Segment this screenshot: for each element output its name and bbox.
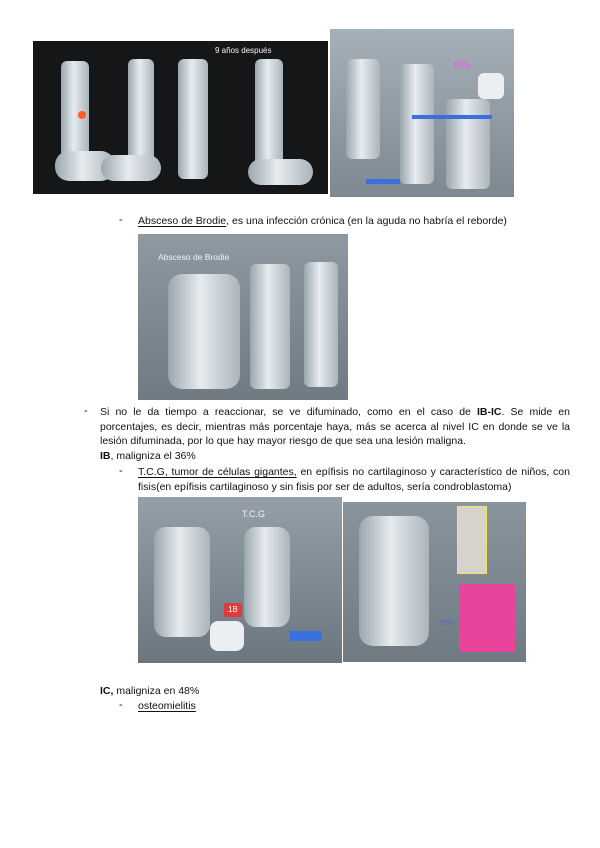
lesion-marker xyxy=(78,111,86,119)
blue-label-strip xyxy=(412,115,492,119)
tcg-description: en epífisis no cartilaginoso y característico de niños, con fisis(en epífisis cartilaginoso y sin fisis por ser de adultos, sería condroblastoma) xyxy=(138,466,570,493)
ic-text: maligniza en 48% xyxy=(113,685,200,697)
tcg-badge: 1B xyxy=(224,603,242,617)
xray-slide-knee-6-percent xyxy=(330,29,514,197)
brodie-bullet-text xyxy=(138,214,568,229)
xray-slide-wrist-tcg xyxy=(343,502,526,662)
brodie-description: , es una infección crónica (en la aguda no habría el reborde) xyxy=(226,215,507,227)
paragraph-text-a: Si no le da tiempo a reaccionar, se ve difuminado, como en el caso de xyxy=(100,406,477,418)
bone-diagram xyxy=(478,73,504,99)
xray-wrist xyxy=(359,516,429,646)
xray-knee-large xyxy=(168,274,240,389)
xray-tibia-4 xyxy=(255,59,283,174)
osteomyelitis-bullet xyxy=(138,699,196,714)
paragraph-text-b: . Se mide en porcentajes, es decir, mientras más porcentaje haya, más se acerca al nivel IC en donde se ve la lesión difuminada, por lo que hay mayor riesgo de que sea una lesión maligna. xyxy=(100,406,570,447)
bullet-dash: - xyxy=(84,405,88,417)
bone-diagram xyxy=(210,621,244,651)
xray-knee-mid xyxy=(250,264,290,389)
xray-foot-4 xyxy=(248,159,313,185)
histology-stain xyxy=(459,584,515,652)
ib-line xyxy=(100,449,196,464)
brodie-caption: Absceso de Brodie xyxy=(158,252,230,262)
percent-badge: 6% xyxy=(454,59,470,71)
bullet-dash: - xyxy=(119,465,123,477)
ic-line xyxy=(100,684,199,699)
xray-knee-1 xyxy=(400,64,434,184)
xray-slide-leg-9-years xyxy=(33,41,328,194)
blue-label-strip xyxy=(290,631,322,641)
xray-knee-lat xyxy=(244,527,290,627)
brodie-term: Absceso de Brodie xyxy=(138,215,227,227)
blue-label-strip-2 xyxy=(366,179,400,184)
ib-text: , maligniza el 36% xyxy=(110,450,196,462)
bullet-dash: - xyxy=(119,214,123,226)
ic-label: IC, xyxy=(100,685,114,697)
fuzzy-lesion-paragraph xyxy=(100,405,570,449)
xray-knee-ap xyxy=(154,527,210,637)
paragraph-bold: IB-IC xyxy=(476,406,502,418)
tcg-caption: T.C.G xyxy=(242,509,266,519)
wrist-label: TCG xyxy=(439,620,454,627)
osteomyelitis-term: osteomielitis xyxy=(138,700,196,712)
xray-knee-2 xyxy=(446,99,490,189)
histology-inset xyxy=(457,506,487,574)
tcg-term: T.C.G, tumor de células gigantes, xyxy=(138,466,297,478)
tcg-bullet-text xyxy=(138,465,570,494)
xray-foot-2 xyxy=(101,155,161,181)
xray-slide-tcg xyxy=(138,497,342,663)
xray-tibia-3 xyxy=(178,59,208,179)
xray-slide-brodie-abscess xyxy=(138,234,348,400)
ib-label: IB xyxy=(100,450,111,462)
xray-femur xyxy=(346,59,380,159)
slide-caption: 9 años después xyxy=(215,46,272,55)
bullet-dash: - xyxy=(119,699,123,711)
xray-knee-small xyxy=(304,262,338,387)
